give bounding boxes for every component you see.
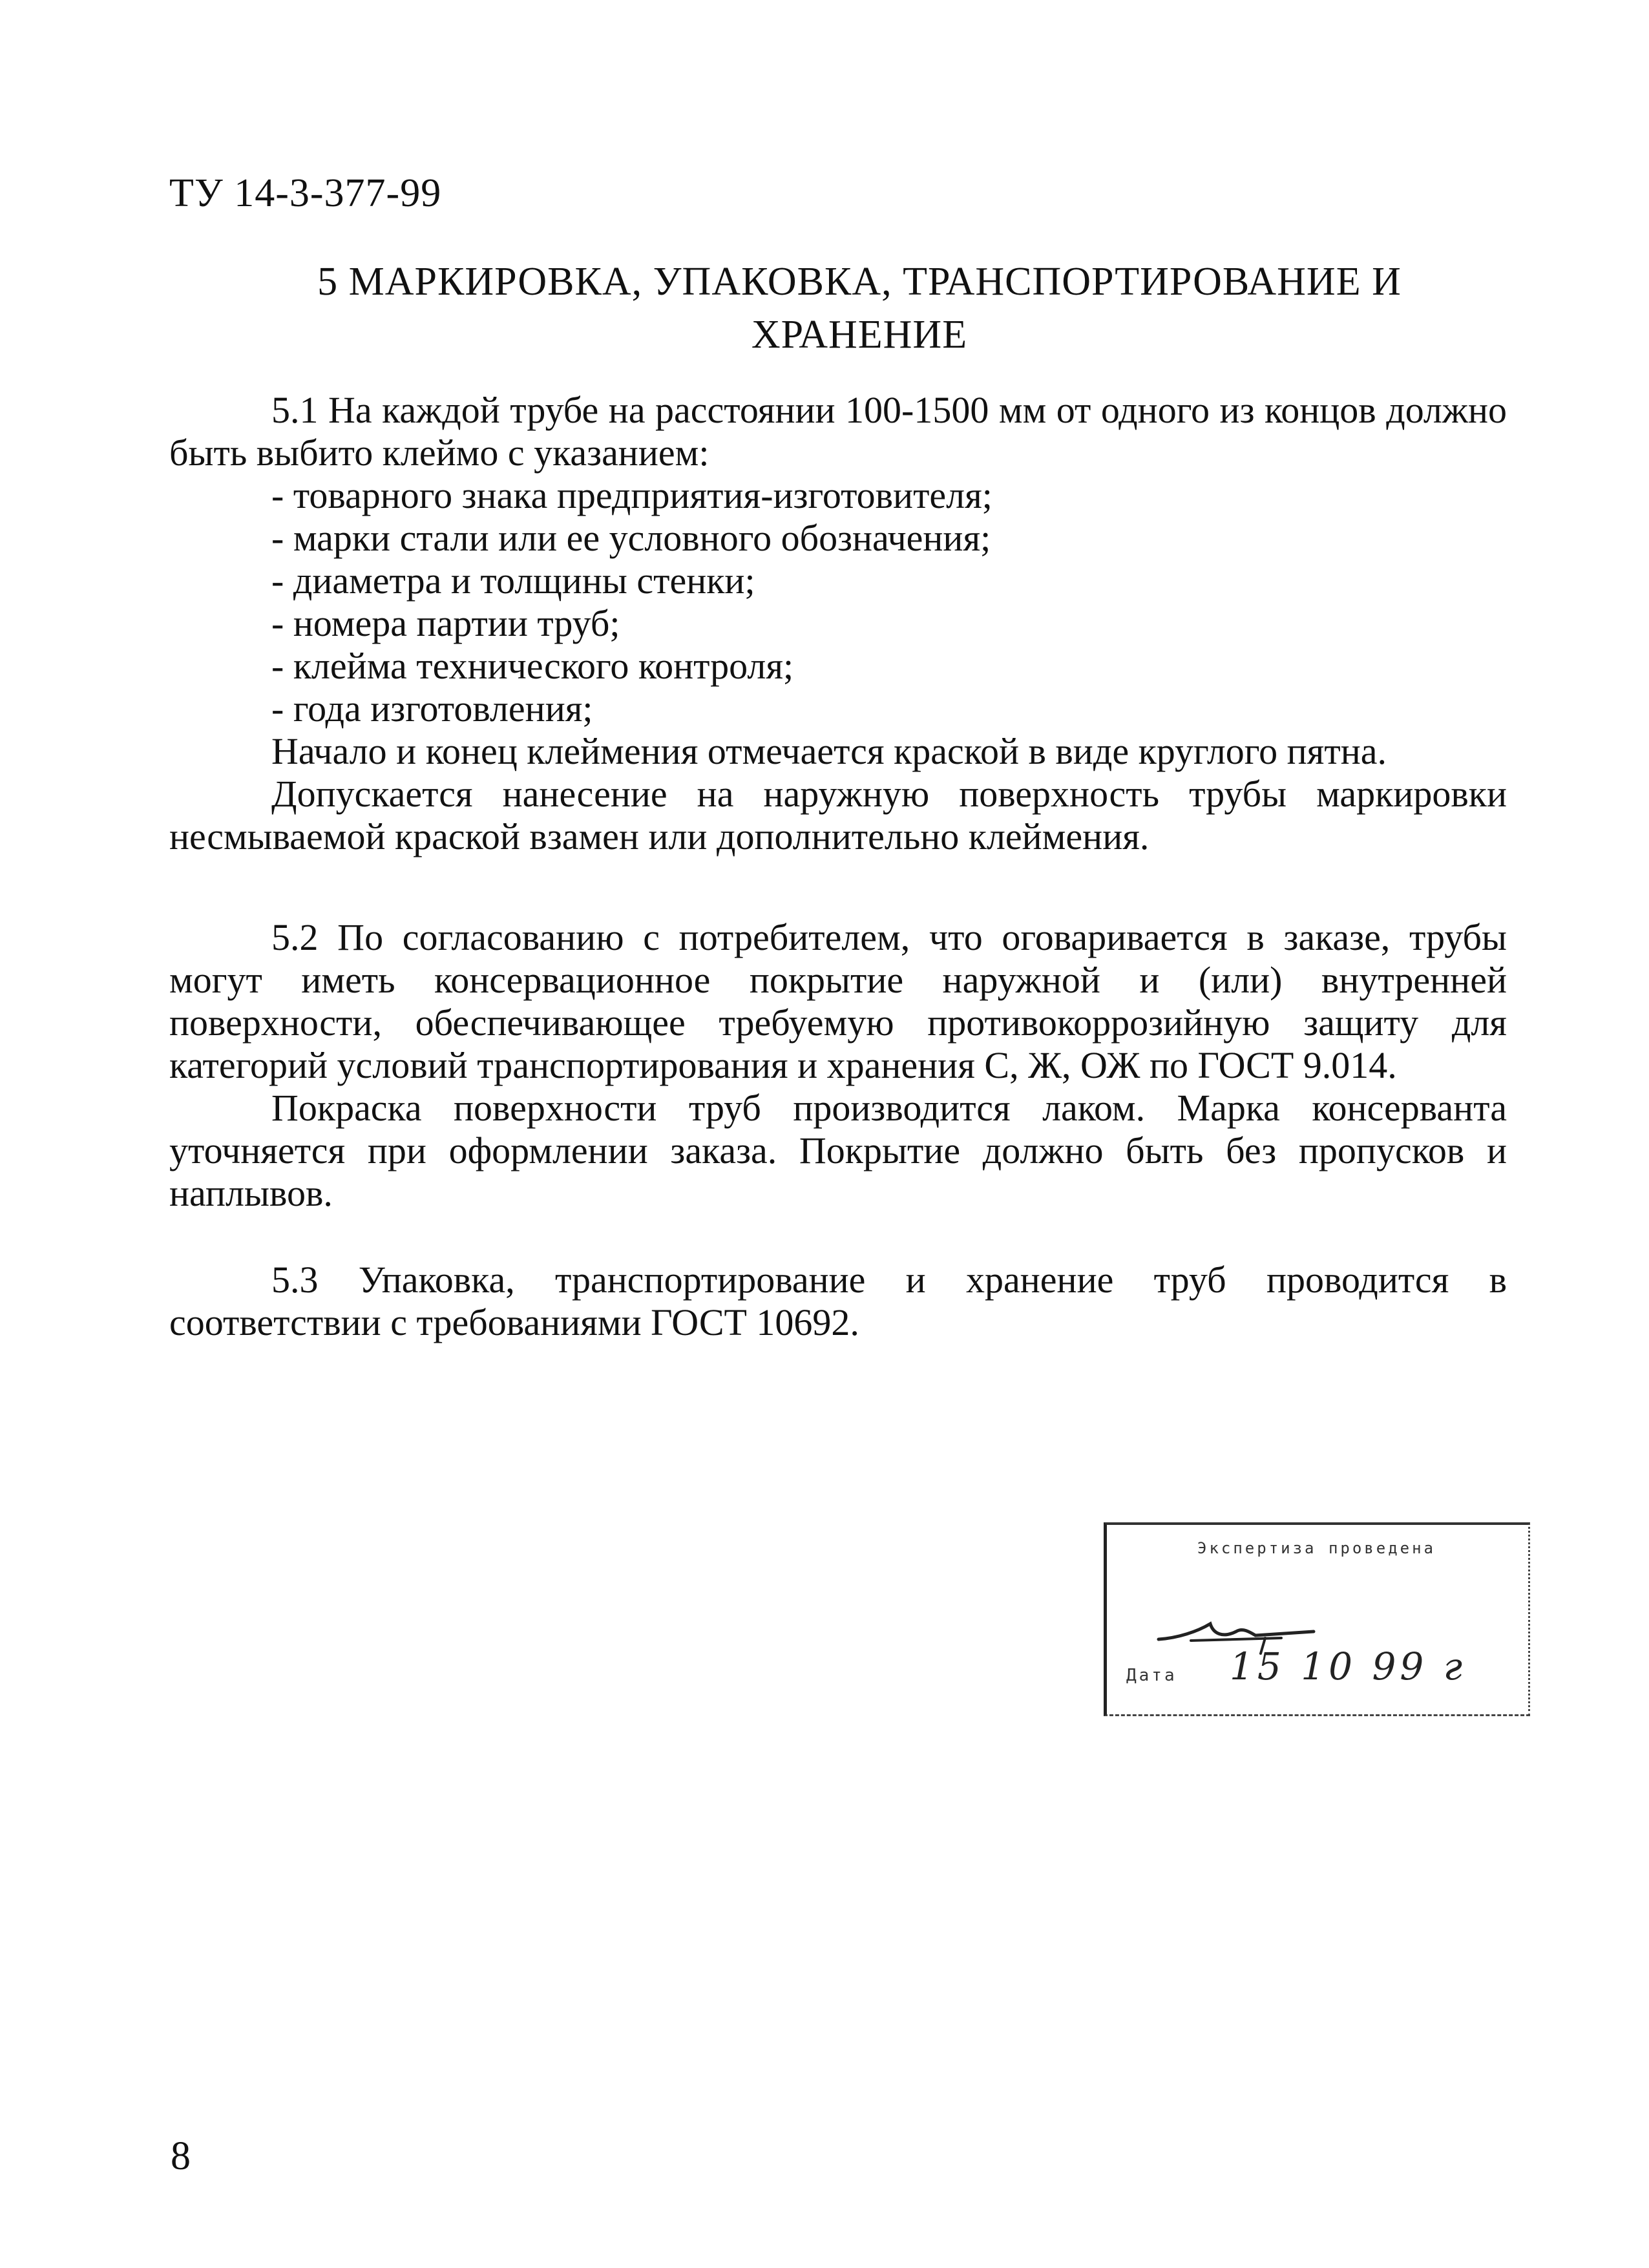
paragraph-5-2-text-2: Покраска поверхности труб производится лаком. Марка консерванта уточняется при оформлении заказа. Покрытие должно быть без пропусков и наплывов. [169, 1087, 1507, 1214]
paragraph-5-1-note-1: Начало и конец клеймения отмечается краской в виде круглого пятна. [271, 730, 1387, 772]
stamp-date-label: Дата [1126, 1666, 1177, 1685]
list-item: - года изготовления; [271, 688, 593, 730]
list-item: - марки стали или ее условного обозначения; [271, 517, 991, 559]
paragraph-5-1-note-2: Допускается нанесение на наружную поверхность трубы маркировки несмываемой краской взамен или дополнительно клеймения. [169, 773, 1507, 857]
section-title [233, 255, 1486, 361]
paragraph-5-1-intro: 5.1 На каждой трубе на расстоянии 100-1500 мм от одного из концов должно быть выбито клеймо с указанием: [169, 389, 1507, 474]
list-item: - клейма технического контроля; [271, 645, 794, 687]
paragraph-5-2-text-1: 5.2 По согласованию с потребителем, что оговаривается в заказе, трубы могут иметь консервационное покрытие наружной и (или) внутренней поверхности, обеспечивающее требуемую противокоррозийную защиту для категорий условий транспортирования и хранения С, Ж, ОЖ по ГОСТ 9.014. [169, 916, 1507, 1086]
paragraph-5-2 [169, 916, 1507, 1215]
document-code: ТУ 14-3-377-99 [169, 171, 442, 215]
list-item: - номера партии труб; [271, 602, 620, 644]
section-title-line-2: ХРАНЕНИЕ [751, 313, 968, 357]
section-title-line-1: 5 МАРКИРОВКА, УПАКОВКА, ТРАНСПОРТИРОВАНИЕ И [317, 260, 1402, 304]
expertise-stamp [1104, 1522, 1530, 1716]
stamp-line: Экспертиза проведена [1197, 1539, 1436, 1557]
paragraph-5-1 [169, 389, 1507, 858]
list-item: - диаметра и толщины стенки; [271, 560, 755, 602]
paragraph-5-3-text: 5.3 Упаковка, транспортирование и хранение труб проводится в соответствии с требованиями ГОСТ 10692. [169, 1259, 1507, 1343]
stamp-date: 15 10 99 г [1230, 1644, 1467, 1688]
paragraph-5-3 [169, 1259, 1507, 1344]
list-item: - товарного знака предприятия-изготовителя; [271, 474, 993, 516]
page-number: 8 [171, 2134, 191, 2178]
